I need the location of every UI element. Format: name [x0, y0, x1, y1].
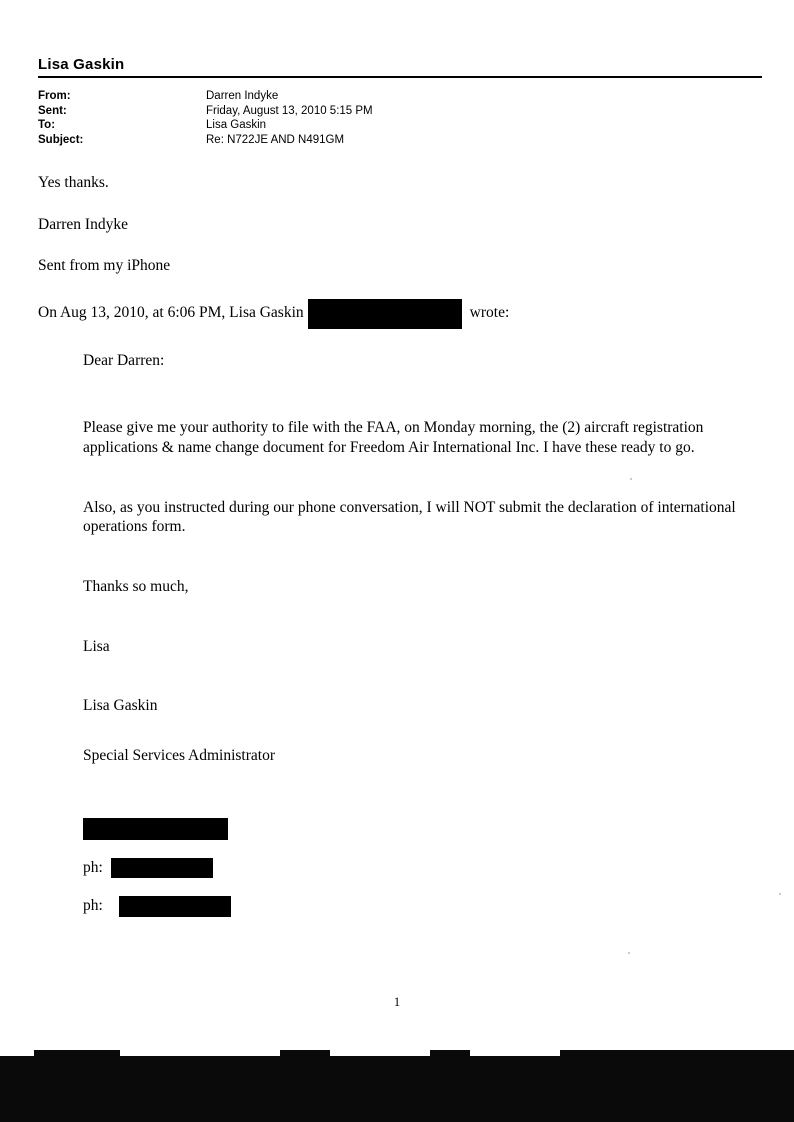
quote-intro-after: wrote: — [469, 303, 510, 321]
redaction-block-email — [308, 299, 462, 329]
page-number: 1 — [393, 995, 401, 1009]
signature-first-name: Lisa — [83, 637, 110, 655]
title-divider — [38, 76, 762, 78]
phone-row-1 — [83, 858, 743, 878]
header-value-from: Darren Indyke — [206, 90, 279, 102]
spacer — [83, 537, 743, 577]
redaction-block-phone-2 — [119, 896, 231, 917]
quote-intro-before: On Aug 13, 2010, at 6:06 PM, Lisa Gaskin — [38, 303, 304, 321]
reply-line-3: Sent from my iPhone — [38, 257, 171, 275]
header-row-subject — [38, 133, 373, 148]
phone-row-2 — [83, 896, 743, 917]
redaction-block-phone-1 — [111, 858, 213, 878]
header-label-to: To: — [38, 119, 56, 132]
email-body — [38, 173, 762, 916]
scan-notch — [120, 1050, 280, 1056]
scan-notch — [0, 1050, 34, 1056]
scan-notch — [330, 1050, 430, 1056]
scan-speck — [779, 893, 781, 895]
signature-full-name: Lisa Gaskin — [83, 697, 158, 715]
quoted-closing: Thanks so much, — [83, 577, 189, 595]
signature-title: Special Services Administrator — [83, 746, 275, 764]
scan-artifact-bottom — [0, 1050, 794, 1122]
email-header-table — [38, 89, 373, 147]
spacer — [83, 458, 743, 498]
reply-line-2: Darren Indyke — [38, 215, 128, 233]
header-row-to — [38, 118, 373, 133]
phone-label-1: ph: — [83, 858, 103, 876]
header-value-subject: Re: N722JE AND N491GM — [206, 133, 345, 146]
scan-notch — [470, 1050, 560, 1056]
spacer — [83, 766, 743, 814]
scan-speck — [628, 952, 630, 954]
redaction-block-address — [83, 818, 228, 840]
spacer — [83, 716, 743, 746]
quoted-message — [83, 351, 743, 917]
quoted-paragraph-1: Please give me your authority to file with the FAA, on Monday morning, the (2) aircraft registration applications & name change document for Freedom Air International Inc. I have these ready to go. — [83, 419, 704, 456]
quoted-paragraph-2: Also, as you instructed during our phone conversation, I will NOT submit the declaration of international operations form. — [83, 498, 736, 536]
header-value-to: Lisa Gaskin — [206, 119, 267, 132]
spacer — [83, 656, 743, 696]
phone-label-2: ph: — [83, 897, 103, 915]
header-row-sent — [38, 104, 373, 119]
spacer — [83, 597, 743, 637]
header-label-subject: Subject: — [38, 133, 84, 146]
header-value-sent: Friday, August 13, 2010 5:15 PM — [206, 104, 373, 117]
page-title: Lisa Gaskin — [38, 56, 125, 73]
spacer — [83, 370, 743, 418]
header-label-sent: Sent: — [38, 104, 67, 117]
quoted-salutation: Dear Darren: — [83, 351, 165, 369]
reply-line-1: Yes thanks. — [38, 174, 109, 192]
email-content — [38, 56, 762, 917]
signature-block — [83, 637, 743, 917]
header-row-from — [38, 89, 373, 104]
quote-intro-line — [38, 298, 762, 328]
header-label-from: From: — [38, 90, 71, 102]
